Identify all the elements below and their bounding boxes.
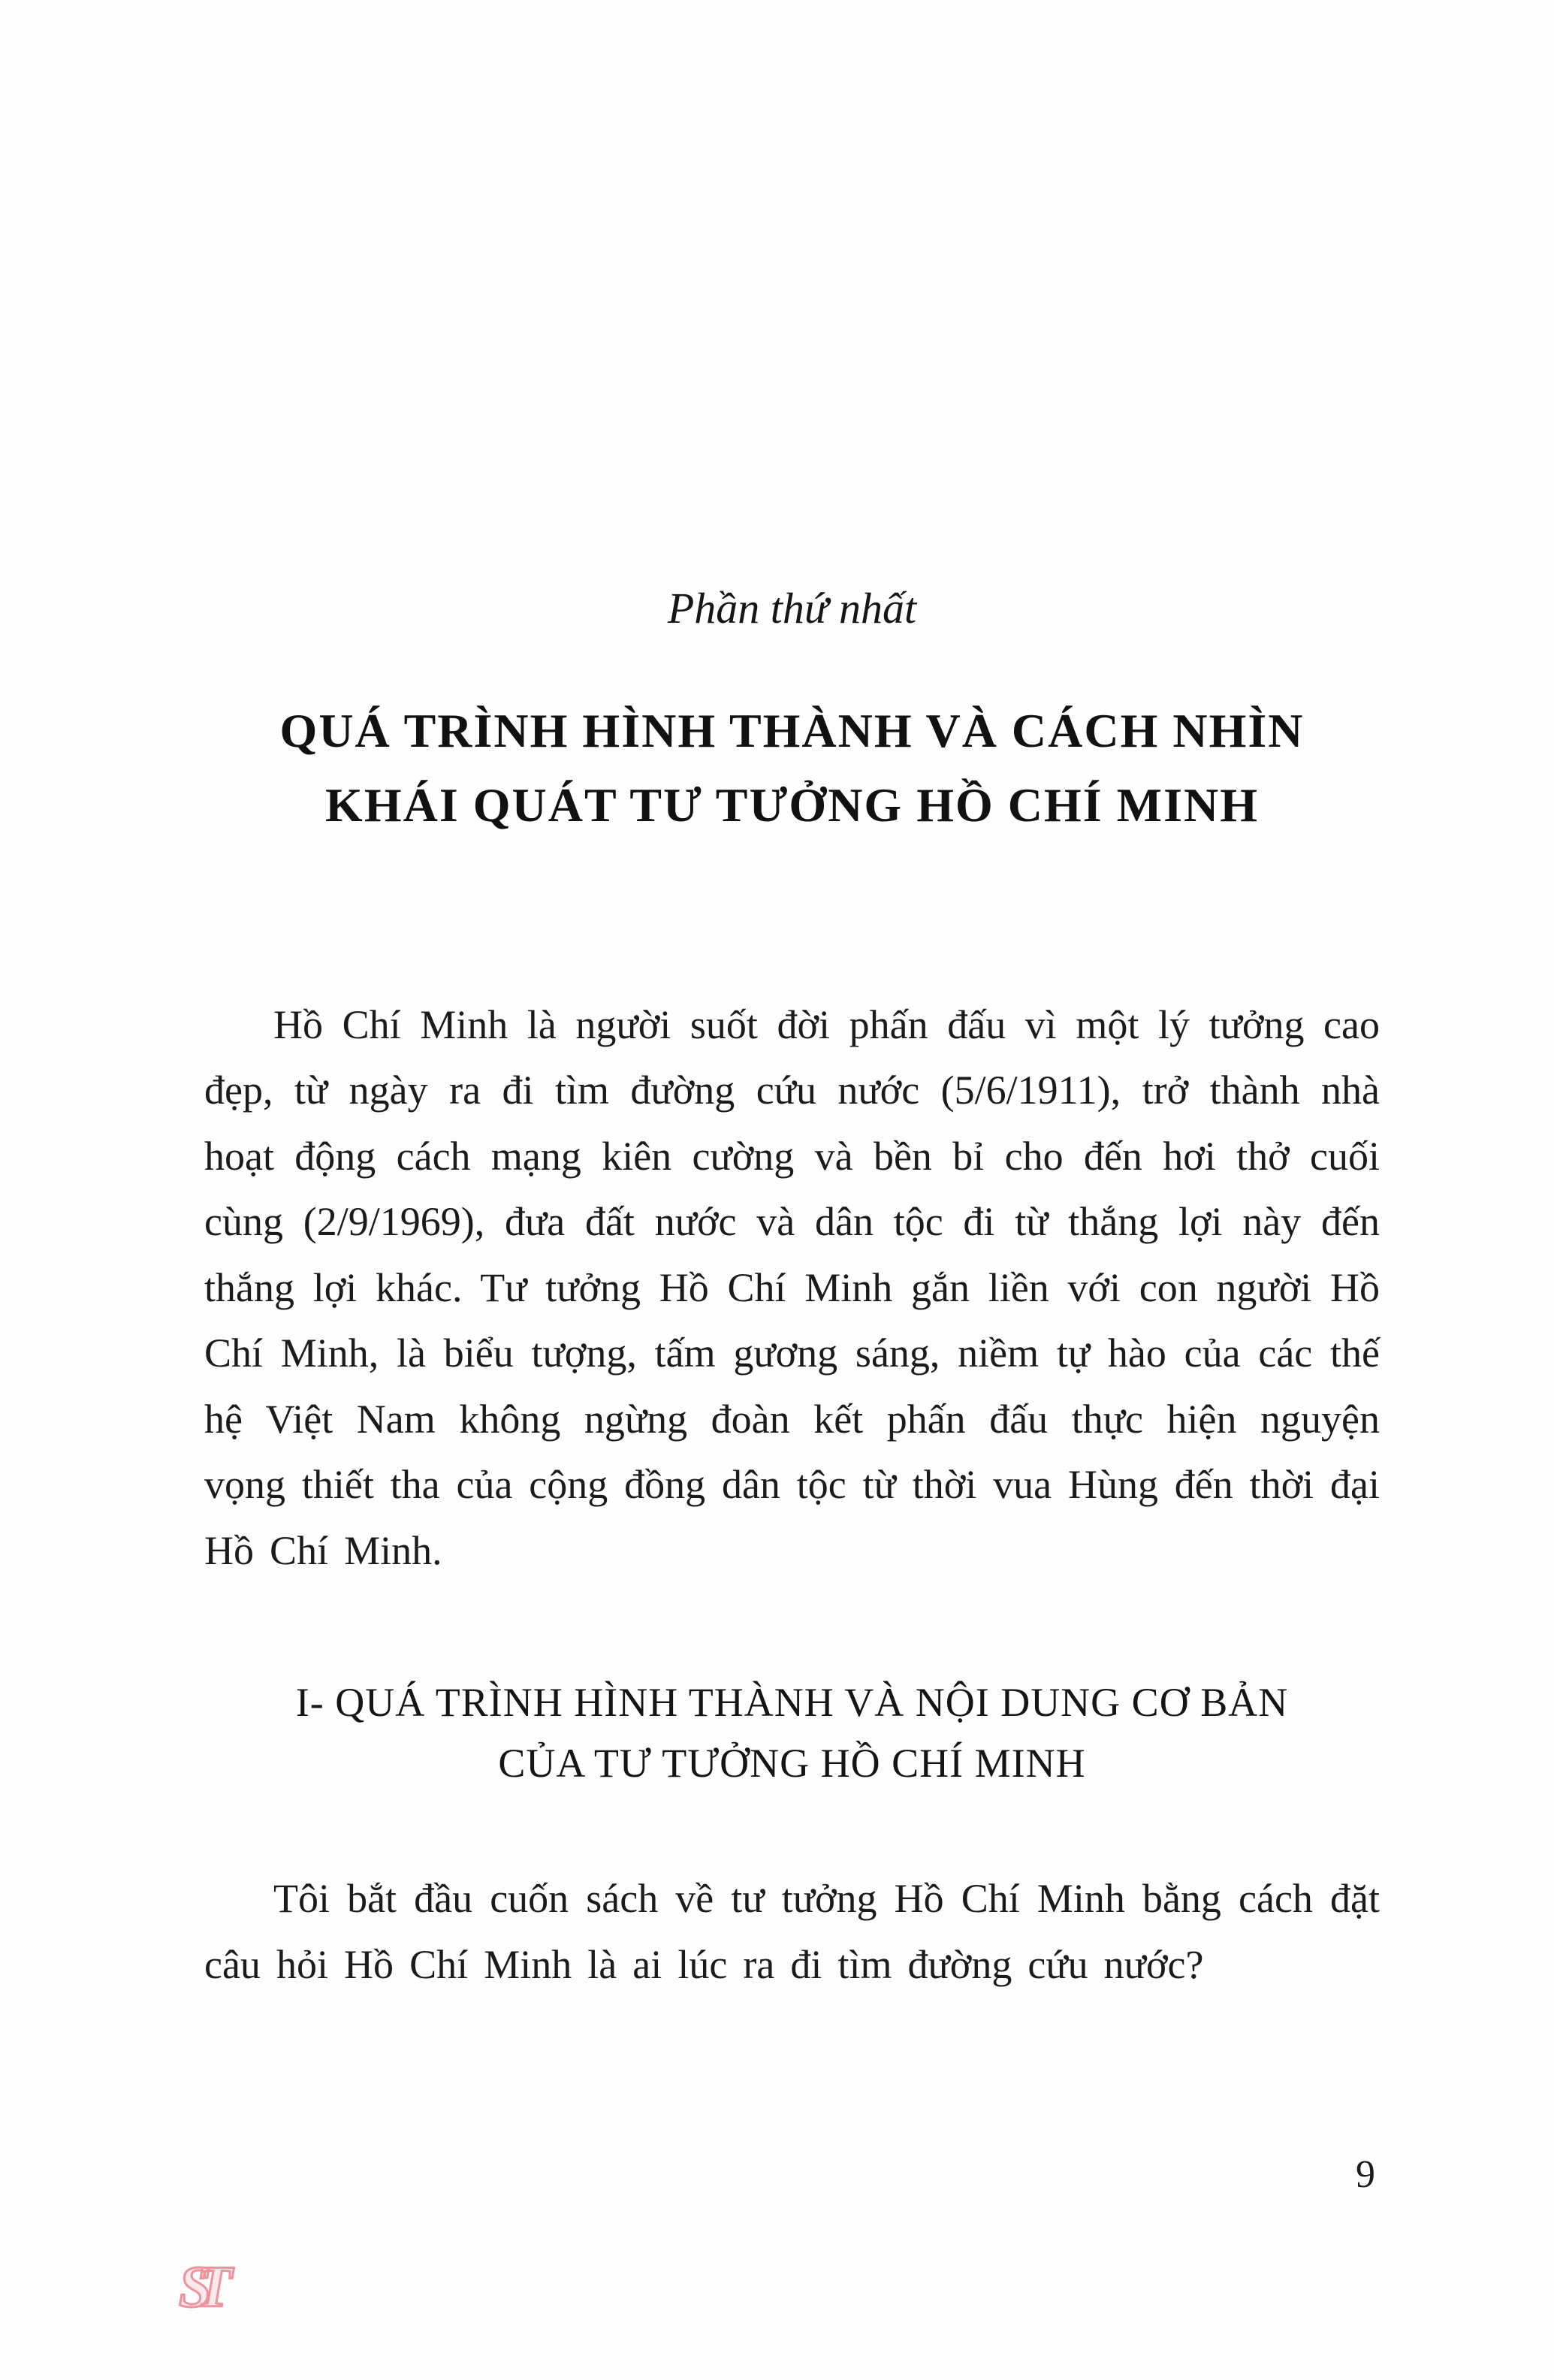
chapter-title-line-1: QUÁ TRÌNH HÌNH THÀNH VÀ CÁCH NHÌN (279, 703, 1305, 757)
page-number: 9 (1356, 2153, 1375, 2196)
publisher-logo: ST (179, 2254, 218, 2319)
paragraph-opening-question: Tôi bắt đầu cuốn sách về tư tưởng Hồ Chí Minh bằng cách đặt câu hỏi Hồ Chí Minh là ai lúc ra đi tìm đường cứu nước? (204, 1876, 1380, 1987)
section-heading (204, 1672, 1380, 1794)
section-heading-line-1: I- QUÁ TRÌNH HÌNH THÀNH VÀ NỘI DUNG CƠ BẢN (295, 1680, 1289, 1726)
chapter-title (204, 693, 1380, 842)
part-label: Phần thứ nhất (667, 584, 917, 633)
section-heading-line-2: CỦA TƯ TƯỞNG HỒ CHÍ MINH (498, 1741, 1086, 1787)
paragraph-intro: Hồ Chí Minh là người suốt đời phấn đấu vì một lý tưởng cao đẹp, từ ngày ra đi tìm đường cứu nước (5/6/1911), trở thành nhà hoạt động cách mạng kiên cường và bền bỉ cho đến hơi thở cuối cùng (2/9/1969), đưa đất nước và dân tộc đi từ thắng lợi này đến thắng lợi khác. Tư tưởng Hồ Chí Minh gắn liền với con người Hồ Chí Minh, là biểu tượng, tấm gương sáng, niềm tự hào của các thế hệ Việt Nam không ngừng đoàn kết phấn đấu thực hiện nguyện vọng thiết tha của cộng đồng dân tộc từ thời vua Hùng đến thời đại Hồ Chí Minh. (204, 1001, 1380, 1573)
chapter-title-line-2: KHÁI QUÁT TƯ TƯỞNG HỒ CHÍ MINH (325, 778, 1259, 832)
